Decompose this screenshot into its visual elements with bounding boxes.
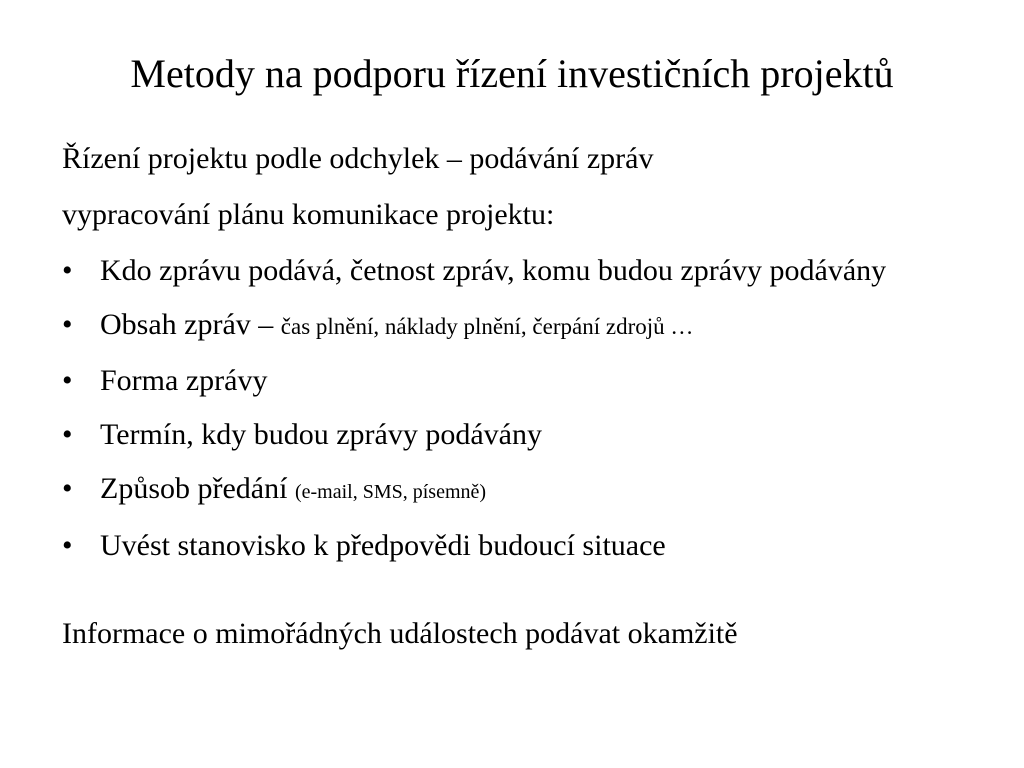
bullet-text: Termín, kdy budou zprávy podávány	[100, 418, 542, 451]
bullet-marker: •	[62, 529, 73, 562]
slide-title: Metody na podporu řízení investičních projektů	[130, 51, 894, 96]
bullet-text: Forma zprávy	[100, 364, 268, 397]
bullet-note: (e-mail, SMS, písemně)	[294, 481, 487, 503]
bullet-marker: •	[62, 472, 73, 505]
bullet-text: Kdo zprávu podává, četnost zpráv, komu budou zprávy podávány	[100, 254, 887, 287]
bullet-text: Obsah zpráv –	[100, 308, 281, 341]
bullet-text: Uvést stanovisko k předpovědi budoucí situace	[100, 529, 666, 562]
bullet-item-forecast-opinion	[62, 524, 962, 568]
bullet-item-delivery-method	[62, 467, 962, 514]
bullet-marker: •	[62, 418, 73, 451]
bullet-item-report-form	[62, 359, 962, 403]
bullet-marker: •	[62, 364, 73, 397]
bullet-note: čas plnění, náklady plnění, čerpání zdrojů …	[280, 314, 694, 339]
bullet-text: Způsob předání	[100, 472, 295, 505]
bullet-item-report-author	[62, 249, 962, 293]
bullet-item-report-content	[62, 303, 962, 349]
bullet-marker: •	[62, 308, 73, 341]
bullet-item-report-deadline	[62, 413, 962, 457]
intro-line-2: vypracování plánu komunikace projektu:	[62, 198, 555, 231]
intro-line-1: Řízení projektu podle odchylek – podávání zpráv	[62, 142, 654, 175]
bullet-list	[62, 249, 962, 578]
bullet-marker: •	[62, 254, 73, 287]
closing-line: Informace o mimořádných událostech podávat okamžitě	[62, 617, 738, 650]
